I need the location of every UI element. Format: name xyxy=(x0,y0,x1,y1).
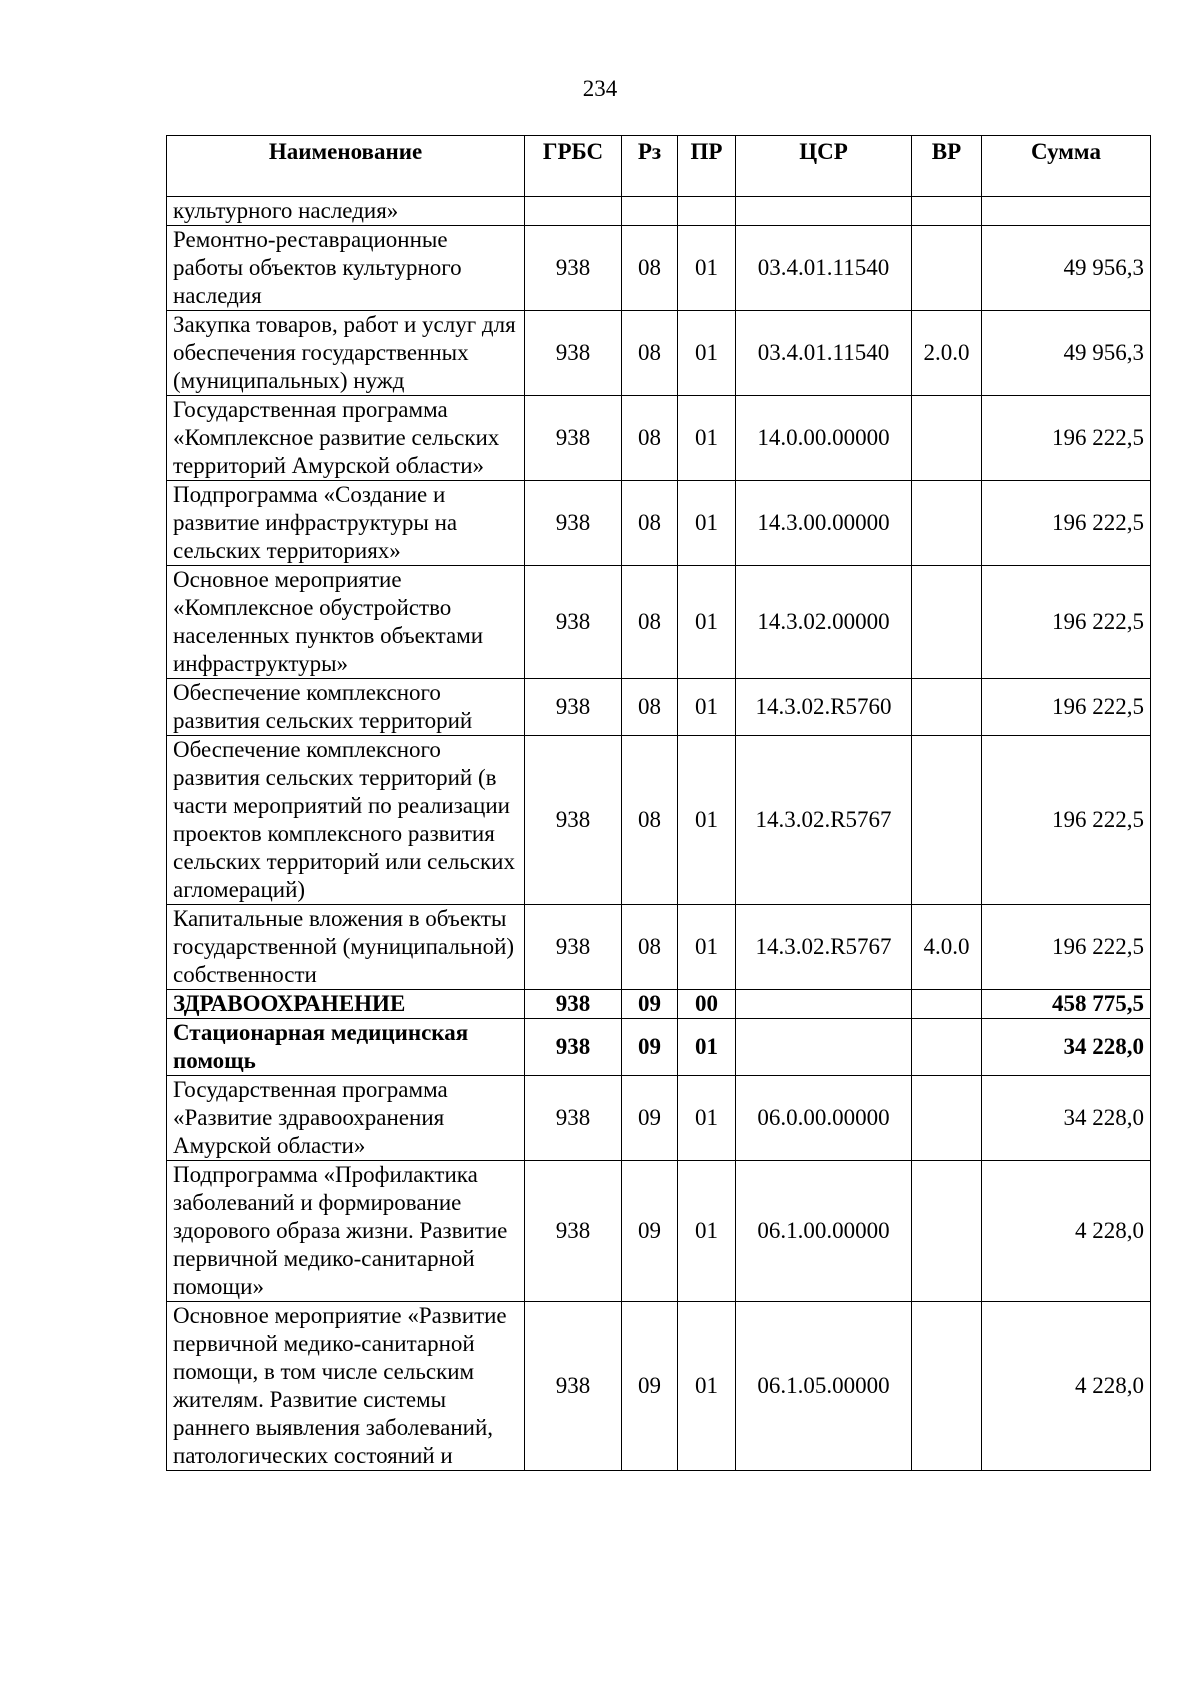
cell-vr: 4.0.0 xyxy=(912,905,982,990)
cell-name: Основное мероприятие «Комплексное обустройство населенных пунктов объектами инфраструктуры» xyxy=(167,566,525,679)
cell-grbs: 938 xyxy=(525,905,622,990)
cell-sum: 4 228,0 xyxy=(982,1302,1151,1471)
cell-grbs: 938 xyxy=(525,736,622,905)
cell-grbs: 938 xyxy=(525,481,622,566)
cell-pr: 01 xyxy=(678,1076,736,1161)
cell-csr: 06.1.00.00000 xyxy=(736,1161,912,1302)
cell-vr xyxy=(912,197,982,226)
cell-pr: 01 xyxy=(678,1161,736,1302)
cell-grbs: 938 xyxy=(525,396,622,481)
cell-pr: 01 xyxy=(678,905,736,990)
header-vr: ВР xyxy=(912,136,982,197)
cell-name: культурного наследия» xyxy=(167,197,525,226)
cell-pr: 01 xyxy=(678,226,736,311)
table-row xyxy=(167,679,1151,736)
cell-sum: 458 775,5 xyxy=(982,990,1151,1019)
cell-name: Обеспечение комплексного развития сельских территорий (в части мероприятий по реализации проектов комплексного развития сельских территорий или сельских агломераций) xyxy=(167,736,525,905)
header-sum: Сумма xyxy=(982,136,1151,197)
cell-name: ЗДРАВООХРАНЕНИЕ xyxy=(167,990,525,1019)
table-row xyxy=(167,481,1151,566)
cell-vr xyxy=(912,1076,982,1161)
cell-name: Капитальные вложения в объекты государственной (муниципальной) собственности xyxy=(167,905,525,990)
cell-csr: 14.3.02.R5767 xyxy=(736,905,912,990)
table-row xyxy=(167,311,1151,396)
cell-rz: 08 xyxy=(622,566,678,679)
cell-grbs: 938 xyxy=(525,1076,622,1161)
table-row xyxy=(167,1076,1151,1161)
cell-name: Государственная программа «Развитие здравоохранения Амурской области» xyxy=(167,1076,525,1161)
cell-rz: 08 xyxy=(622,226,678,311)
cell-grbs: 938 xyxy=(525,311,622,396)
table-row xyxy=(167,226,1151,311)
cell-vr xyxy=(912,736,982,905)
cell-csr xyxy=(736,1019,912,1076)
cell-vr xyxy=(912,990,982,1019)
table-row xyxy=(167,396,1151,481)
cell-pr: 01 xyxy=(678,736,736,905)
cell-rz: 09 xyxy=(622,1019,678,1076)
cell-vr xyxy=(912,1019,982,1076)
cell-rz: 09 xyxy=(622,990,678,1019)
cell-csr: 14.3.02.R5767 xyxy=(736,736,912,905)
cell-sum: 196 222,5 xyxy=(982,905,1151,990)
cell-rz: 08 xyxy=(622,679,678,736)
cell-vr xyxy=(912,1302,982,1471)
cell-csr: 14.0.00.00000 xyxy=(736,396,912,481)
cell-grbs xyxy=(525,197,622,226)
table-row xyxy=(167,905,1151,990)
cell-name: Закупка товаров, работ и услуг для обеспечения государственных (муниципальных) нужд xyxy=(167,311,525,396)
cell-csr: 14.3.00.00000 xyxy=(736,481,912,566)
cell-sum: 196 222,5 xyxy=(982,679,1151,736)
cell-grbs: 938 xyxy=(525,566,622,679)
cell-csr: 14.3.02.R5760 xyxy=(736,679,912,736)
cell-name: Ремонтно-реставрационные работы объектов культурного наследия xyxy=(167,226,525,311)
cell-name: Обеспечение комплексного развития сельских территорий xyxy=(167,679,525,736)
cell-rz: 09 xyxy=(622,1302,678,1471)
cell-grbs: 938 xyxy=(525,226,622,311)
cell-rz: 08 xyxy=(622,396,678,481)
cell-sum: 196 222,5 xyxy=(982,481,1151,566)
table-row xyxy=(167,1161,1151,1302)
cell-name: Подпрограмма «Профилактика заболеваний и формирование здорового образа жизни. Развитие первичной медико-санитарной помощи» xyxy=(167,1161,525,1302)
cell-grbs: 938 xyxy=(525,679,622,736)
cell-pr: 01 xyxy=(678,679,736,736)
cell-name: Стационарная медицинская помощь xyxy=(167,1019,525,1076)
cell-sum: 49 956,3 xyxy=(982,311,1151,396)
cell-vr: 2.0.0 xyxy=(912,311,982,396)
cell-vr xyxy=(912,226,982,311)
cell-sum: 4 228,0 xyxy=(982,1161,1151,1302)
cell-vr xyxy=(912,396,982,481)
cell-rz xyxy=(622,197,678,226)
header-name: Наименование xyxy=(167,136,525,197)
cell-pr: 01 xyxy=(678,396,736,481)
header-rz: Рз xyxy=(622,136,678,197)
cell-pr: 01 xyxy=(678,311,736,396)
cell-rz: 09 xyxy=(622,1076,678,1161)
table-row xyxy=(167,566,1151,679)
cell-rz: 08 xyxy=(622,905,678,990)
cell-name: Подпрограмма «Создание и развитие инфраструктуры на сельских территориях» xyxy=(167,481,525,566)
cell-pr: 01 xyxy=(678,1302,736,1471)
header-row xyxy=(167,136,1151,197)
cell-grbs: 938 xyxy=(525,1161,622,1302)
cell-name: Государственная программа «Комплексное развитие сельских территорий Амурской области» xyxy=(167,396,525,481)
table-row-section xyxy=(167,990,1151,1019)
header-pr: ПР xyxy=(678,136,736,197)
cell-csr: 06.0.00.00000 xyxy=(736,1076,912,1161)
cell-rz: 08 xyxy=(622,311,678,396)
table-row xyxy=(167,1302,1151,1471)
cell-sum: 196 222,5 xyxy=(982,736,1151,905)
cell-vr xyxy=(912,679,982,736)
header-grbs: ГРБС xyxy=(525,136,622,197)
cell-csr xyxy=(736,197,912,226)
cell-vr xyxy=(912,1161,982,1302)
cell-grbs: 938 xyxy=(525,1302,622,1471)
cell-pr: 01 xyxy=(678,566,736,679)
cell-vr xyxy=(912,566,982,679)
page-number: 234 xyxy=(582,76,618,101)
cell-sum: 34 228,0 xyxy=(982,1019,1151,1076)
cell-pr: 00 xyxy=(678,990,736,1019)
cell-pr: 01 xyxy=(678,481,736,566)
table-row-subsection xyxy=(167,1019,1151,1076)
cell-vr xyxy=(912,481,982,566)
header-csr: ЦСР xyxy=(736,136,912,197)
cell-csr: 03.4.01.11540 xyxy=(736,226,912,311)
cell-sum: 196 222,5 xyxy=(982,396,1151,481)
cell-csr: 14.3.02.00000 xyxy=(736,566,912,679)
cell-rz: 09 xyxy=(622,1161,678,1302)
budget-table xyxy=(166,135,1151,1471)
cell-name: Основное мероприятие «Развитие первичной медико-санитарной помощи, в том числе сельским жителям. Развитие системы раннего выявления заболеваний, патологических состояний и xyxy=(167,1302,525,1471)
cell-sum xyxy=(982,197,1151,226)
cell-csr xyxy=(736,990,912,1019)
cell-rz: 08 xyxy=(622,481,678,566)
cell-grbs: 938 xyxy=(525,1019,622,1076)
table-row xyxy=(167,197,1151,226)
cell-pr xyxy=(678,197,736,226)
cell-rz: 08 xyxy=(622,736,678,905)
cell-csr: 03.4.01.11540 xyxy=(736,311,912,396)
cell-sum: 196 222,5 xyxy=(982,566,1151,679)
cell-sum: 34 228,0 xyxy=(982,1076,1151,1161)
table-row xyxy=(167,736,1151,905)
cell-pr: 01 xyxy=(678,1019,736,1076)
cell-grbs: 938 xyxy=(525,990,622,1019)
cell-sum: 49 956,3 xyxy=(982,226,1151,311)
cell-csr: 06.1.05.00000 xyxy=(736,1302,912,1471)
